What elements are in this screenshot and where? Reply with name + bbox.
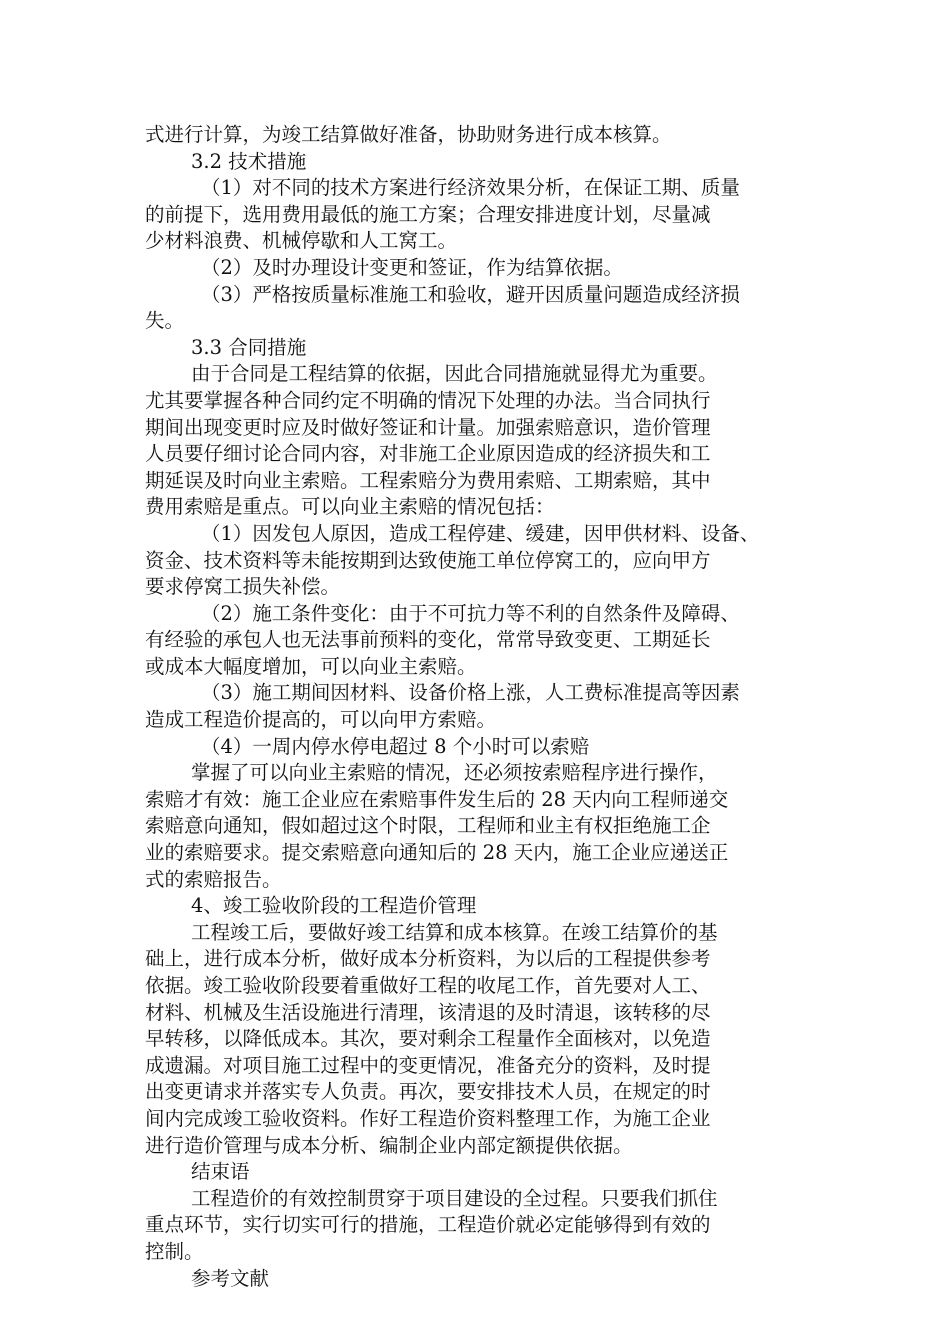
text-line: 式的索赔报告。 bbox=[145, 867, 282, 891]
text-line: 或成本大幅度增加，可以向业主索赔。 bbox=[145, 654, 477, 678]
text-line: 进行造价管理与成本分析、编制企业内部定额提供依据。 bbox=[145, 1133, 633, 1157]
text-line: 索赔才有效：施工企业应在索赔事件发生后的 28 天内向工程师递交 bbox=[145, 787, 729, 811]
text-line: 控制。 bbox=[145, 1239, 204, 1263]
text-line: 础上，进行成本分析，做好成本分析资料，为以后的工程提供参考 bbox=[145, 947, 711, 971]
text-line: 尤其要掌握各种合同约定不明确的情况下处理的办法。当合同执行 bbox=[145, 388, 711, 412]
text-line: 式进行计算，为竣工结算做好准备，协助财务进行成本核算。 bbox=[145, 123, 672, 146]
text-line: 参考文献 bbox=[191, 1266, 270, 1290]
text-line: 间内完成竣工验收资料。作好工程造价资料整理工作，为施工企业 bbox=[145, 1106, 711, 1130]
text-line: 早转移，以降低成本。其次，要对剩余工程量作全面核对，以免造 bbox=[145, 1027, 711, 1051]
text-line: 依据。竣工验收阶段要着重做好工程的收尾工作，首先要对人工、 bbox=[145, 974, 711, 997]
text-line: 少材料浪费、机械停歇和人工窝工。 bbox=[145, 229, 458, 253]
text-line: 结束语 bbox=[191, 1160, 250, 1184]
text-line: （1）对不同的技术方案进行经济效果分析，在保证工期、质量 bbox=[201, 176, 740, 200]
text-line: （4）一周内停水停电超过 8 个小时可以索赔 bbox=[201, 734, 590, 758]
text-line: （3）施工期间因材料、设备价格上涨，人工费标准提高等因素 bbox=[201, 681, 740, 705]
document-body bbox=[145, 122, 815, 1292]
text-line: 工程竣工后，要做好竣工结算和成本核算。在竣工结算价的基 bbox=[191, 920, 718, 944]
text-line: 成遗漏。对项目施工过程中的变更情况，准备充分的资料，及时提 bbox=[145, 1053, 711, 1077]
text-line: 业的索赔要求。提交索赔意向通知后的 28 天内，施工企业应递送正 bbox=[145, 841, 729, 865]
text-line: 人员要仔细讨论合同内容，对非施工企业原因造成的经济损失和工 bbox=[145, 442, 711, 466]
text-line: 期延误及时向业主索赔。工程索赔分为费用索赔、工期索赔，其中 bbox=[145, 468, 711, 492]
text-line: 期间出现变更时应及时做好签证和计量。加强索赔意识，造价管理 bbox=[145, 415, 711, 439]
text-line: 工程造价的有效控制贯穿于项目建设的全过程。只要我们抓住 bbox=[191, 1186, 718, 1210]
text-line: （3）严格按质量标准施工和验收，避开因质量问题造成经济损 bbox=[201, 282, 740, 306]
text-line: 由于合同是工程结算的依据，因此合同措施就显得尤为重要。 bbox=[191, 362, 718, 386]
text-line: （2）及时办理设计变更和签证，作为结算依据。 bbox=[201, 255, 623, 279]
text-line: 出变更请求并落实专人负责。再次，要安排技术人员，在规定的时 bbox=[145, 1080, 711, 1104]
text-line: 3.2 技术措施 bbox=[191, 149, 307, 173]
text-line: （1）因发包人原因，造成工程停建、缓建，因甲供材料、设备、 bbox=[201, 521, 760, 545]
text-line: 的前提下，选用费用最低的施工方案；合理安排进度计划，尽量减 bbox=[145, 202, 711, 226]
text-line: 有经验的承包人也无法事前预料的变化，常常导致变更、工期延长 bbox=[145, 628, 711, 652]
text-line: 资金、技术资料等未能按期到达致使施工单位停窝工的，应向甲方 bbox=[145, 548, 711, 572]
text-line: 要求停窝工损失补偿。 bbox=[145, 575, 341, 599]
text-line: 索赔意向通知，假如超过这个时限，工程师和业主有权拒绝施工企 bbox=[145, 814, 711, 838]
text-line: 材料、机械及生活设施进行清理，该清退的及时清退，该转移的尽 bbox=[145, 1000, 711, 1024]
text-line: 费用索赔是重点。可以向业主索赔的情况包括： bbox=[145, 495, 555, 519]
text-line: 失。 bbox=[145, 309, 185, 333]
text-line: 造成工程造价提高的，可以向甲方索赔。 bbox=[145, 708, 497, 732]
text-line: 重点环节，实行切实可行的措施，工程造价就必定能够得到有效的 bbox=[145, 1213, 711, 1237]
text-line: 掌握了可以向业主索赔的情况，还必须按索赔程序进行操作， bbox=[191, 761, 718, 785]
text-line: （2）施工条件变化：由于不可抗力等不利的自然条件及障碍、 bbox=[201, 601, 740, 625]
text-line: 4、竣工验收阶段的工程造价管理 bbox=[191, 894, 477, 918]
text-line: 3.3 合同措施 bbox=[191, 335, 307, 359]
